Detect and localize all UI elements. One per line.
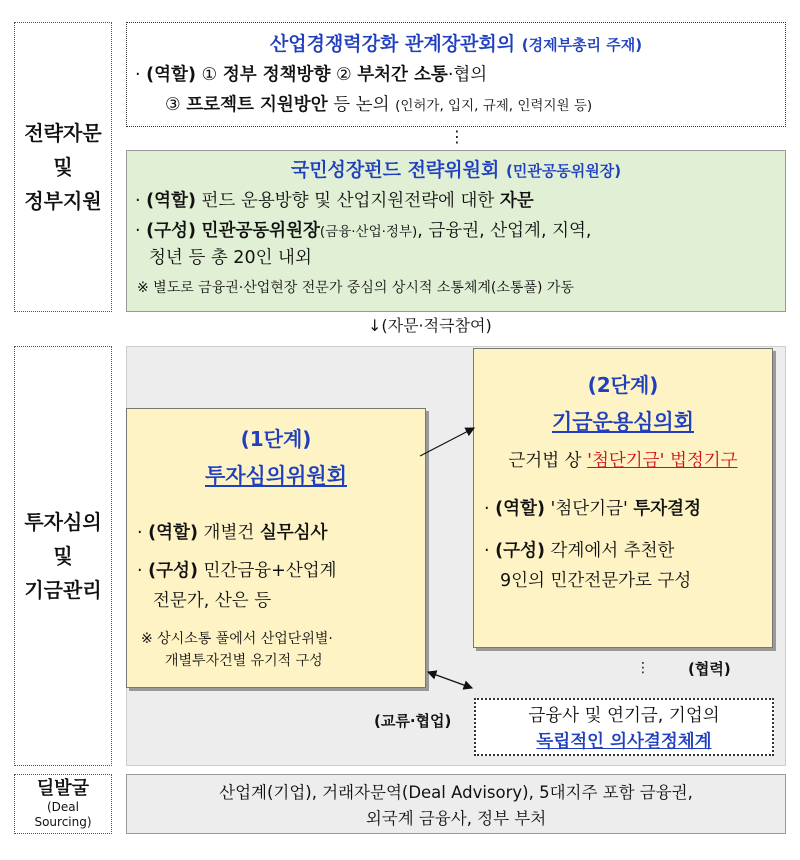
comp-text: , 금융권, 산업계, 지역, bbox=[417, 221, 592, 241]
section-label-strategy bbox=[14, 22, 112, 312]
section-label-investment bbox=[14, 346, 112, 766]
role-tag: (역할) bbox=[146, 191, 196, 211]
bullet: · bbox=[137, 523, 143, 543]
deal-box bbox=[126, 774, 786, 834]
role-tag: (역할) bbox=[495, 499, 545, 519]
stage2-role bbox=[484, 496, 772, 522]
comp-text: 각계에서 추천한 bbox=[550, 541, 675, 561]
deal-label-sub: Sourcing) bbox=[34, 815, 92, 829]
role-text: 개별건 bbox=[203, 523, 255, 543]
council-title-main: 산업경쟁력강화 관계장관회의 bbox=[269, 33, 516, 55]
role-tag: (역할) bbox=[148, 523, 198, 543]
deal-line1: 산업계(기업), 거래자문역(Deal Advisory), 5대지주 포함 금융권, bbox=[219, 783, 693, 802]
deal-label-sub: (Deal bbox=[47, 800, 79, 814]
deal-label-main: 딜발굴 bbox=[36, 778, 90, 799]
bullet: · bbox=[137, 561, 143, 581]
basis-red: '첨단기금' 법정기구 bbox=[587, 451, 738, 471]
num3: ③ bbox=[165, 95, 181, 115]
basis-text: 근거법 상 bbox=[508, 451, 582, 471]
stage2-box bbox=[473, 348, 773, 648]
stage1-box bbox=[126, 408, 426, 688]
role-bold: 자문 bbox=[499, 191, 534, 211]
bullet: · bbox=[484, 499, 490, 519]
num1: ① bbox=[201, 65, 218, 85]
stage2-basis bbox=[474, 448, 772, 474]
bullet: · bbox=[484, 541, 490, 561]
exchange-label: (교류·협업) bbox=[374, 712, 452, 730]
committee-title-sub: (민관공동위원장) bbox=[505, 162, 622, 180]
role-item1: 정부 정책방향 bbox=[222, 65, 331, 85]
comp-text: 민간금융+산업계 bbox=[203, 561, 337, 581]
num2: ② bbox=[335, 65, 352, 85]
council-role-line1 bbox=[135, 62, 785, 88]
stage1-stage: (1단계) bbox=[240, 427, 312, 451]
role-bold: 실무심사 bbox=[259, 523, 328, 543]
section-label-line: 정부지원 bbox=[24, 189, 102, 213]
council-role-line2 bbox=[165, 92, 785, 119]
stage1-role bbox=[137, 520, 425, 546]
independent-line2: 독립적인 의사결정체계 bbox=[536, 732, 712, 752]
stage2-title: 기금운용심의회 bbox=[551, 410, 694, 434]
committee-note: ※ 별도로 금융권·산업현장 전문가 중심의 상시적 소통체계(소통풀) 가동 bbox=[137, 280, 574, 296]
section-label-line: 및 bbox=[53, 544, 73, 568]
council-box bbox=[126, 22, 786, 127]
stage2-stage: (2단계) bbox=[587, 373, 659, 397]
section-label-deal bbox=[14, 774, 112, 834]
committee-comp bbox=[135, 218, 785, 245]
stage1-note-line1: ※ 상시소통 풀에서 산업단위별· bbox=[141, 631, 333, 647]
council-title-sub: (경제부총리 주재) bbox=[521, 36, 643, 54]
section-label-line: 및 bbox=[53, 155, 73, 179]
role-item3-small: (인허가, 입지, 규제, 인력지원 등) bbox=[395, 98, 593, 114]
council-title bbox=[127, 29, 785, 56]
comp-tag: (구성) bbox=[146, 221, 196, 241]
connector-dots: ⋮ bbox=[449, 127, 465, 146]
independent-line1: 금융사 및 연기금, 기업의 bbox=[528, 706, 720, 726]
cooperation-dots: ⋮ bbox=[636, 660, 650, 676]
comp-bold: 민관공동위원장 bbox=[201, 221, 320, 241]
role-item3-tail: 등 논의 bbox=[333, 95, 390, 115]
stage1-comp-line2: 전문가, 산은 등 bbox=[153, 591, 272, 611]
comp-small: (금융·산업·정부) bbox=[319, 224, 418, 240]
bullet: · bbox=[135, 221, 141, 241]
advice-arrow-label: ↓(자문·적극참여) bbox=[368, 316, 492, 335]
role-tag: (역할) bbox=[146, 65, 196, 85]
cooperation-label: (협력) bbox=[688, 660, 731, 678]
role-item3: 프로젝트 지원방안 bbox=[186, 95, 328, 115]
bullet: · bbox=[135, 191, 141, 211]
stage1-title: 투자심의위원회 bbox=[204, 464, 347, 488]
role-item2-tail: ·협의 bbox=[447, 65, 488, 85]
role-text: '첨단기금' bbox=[550, 499, 628, 519]
role-text: 펀드 운용방향 및 산업지원전략에 대한 bbox=[201, 191, 495, 211]
committee-title-main: 국민성장펀드 전략위원회 bbox=[290, 159, 500, 181]
comp-tag: (구성) bbox=[148, 561, 198, 581]
bullet: · bbox=[135, 65, 141, 85]
committee-comp-line2: 청년 등 총 20인 내외 bbox=[149, 248, 312, 268]
stage1-note-line2: 개별투자건별 유기적 구성 bbox=[165, 653, 323, 669]
deal-line2: 외국계 금융사, 정부 부처 bbox=[365, 809, 547, 828]
comp-tag: (구성) bbox=[495, 541, 545, 561]
role-item2: 부처간 소통 bbox=[357, 65, 448, 85]
committee-box bbox=[126, 150, 786, 312]
section-label-line: 투자심의 bbox=[24, 510, 102, 534]
section-label-line: 기금관리 bbox=[24, 578, 102, 602]
stage1-comp bbox=[137, 558, 425, 584]
role-bold: 투자결정 bbox=[633, 499, 701, 519]
independent-box bbox=[474, 698, 774, 756]
committee-role bbox=[135, 188, 785, 214]
stage2-comp bbox=[484, 538, 772, 564]
stage2-comp-line2: 9인의 민간전문가로 구성 bbox=[500, 571, 692, 591]
committee-title bbox=[127, 155, 785, 182]
section-label-line: 전략자문 bbox=[24, 121, 102, 145]
